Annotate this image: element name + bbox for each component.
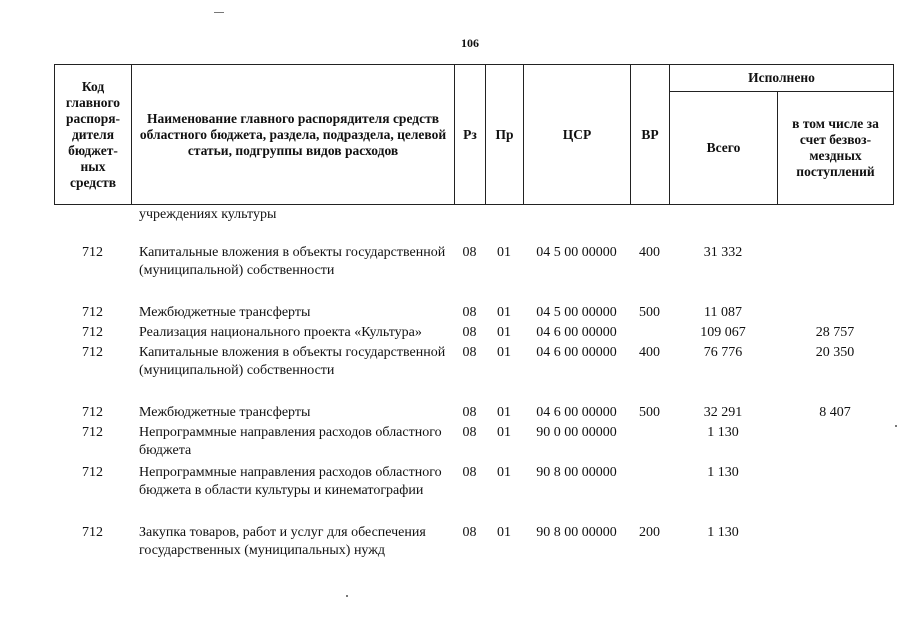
row-incl: [777, 303, 893, 323]
row-total: [669, 205, 777, 225]
row-total: 32 291: [703, 405, 743, 420]
row-total: 76 776: [703, 345, 743, 360]
row-vr: 200: [639, 525, 660, 540]
row-pr: 01: [497, 525, 511, 540]
header-vr: ВР: [631, 65, 670, 205]
row-incl: [777, 523, 893, 577]
table-row: [54, 403, 893, 423]
page-number: 106: [461, 36, 479, 50]
row-csr: 04 6 00 00000: [536, 325, 617, 340]
header-rz: Рз: [455, 65, 486, 205]
row-pr: [485, 205, 523, 225]
row-rz: 08: [462, 425, 477, 440]
row-csr: 04 5 00 00000: [536, 245, 617, 260]
row-total: 1 130: [707, 525, 739, 540]
row-total: 31 332: [703, 245, 743, 260]
row-total: 1 130: [707, 425, 739, 440]
row-name: Межбюджетные трансферты: [139, 305, 311, 320]
header-total: Всего: [670, 92, 778, 205]
row-csr: 04 5 00 00000: [536, 305, 617, 320]
row-spacer: [54, 225, 893, 243]
row-vr: [630, 463, 669, 517]
row-csr: 90 8 00 00000: [536, 525, 617, 540]
row-vr: 400: [639, 245, 660, 260]
row-total: 1 130: [707, 465, 739, 480]
table-row: [54, 523, 893, 577]
row-csr: 04 6 00 00000: [536, 405, 617, 420]
row-incl: [777, 243, 893, 297]
row-rz: [454, 205, 485, 225]
table-row: [54, 343, 893, 397]
row-pr: 01: [497, 245, 511, 260]
row-incl: 20 350: [815, 345, 855, 360]
row-csr: 90 0 00 00000: [536, 425, 617, 440]
table-row: [54, 205, 893, 225]
row-pr: 01: [497, 325, 511, 340]
row-code: [54, 205, 131, 225]
table-row: [54, 243, 893, 297]
scan-mark: [346, 595, 348, 597]
row-pr: 01: [497, 305, 511, 320]
row-name: учреждениях культуры: [139, 207, 277, 222]
row-name: Реализация национального проекта «Культура»: [139, 325, 422, 340]
row-rz: 08: [462, 245, 477, 260]
row-incl: [777, 205, 893, 225]
row-code: 712: [82, 525, 103, 540]
table-row: [54, 423, 893, 461]
row-vr: 500: [639, 305, 660, 320]
scan-mark: [214, 12, 224, 13]
row-rz: 08: [462, 305, 477, 320]
row-code: 712: [82, 425, 103, 440]
row-rz: 08: [462, 325, 477, 340]
row-csr: [523, 205, 630, 225]
table-row: [54, 323, 893, 343]
row-total: 109 067: [700, 325, 746, 340]
row-code: 712: [82, 465, 103, 480]
row-name: Капитальные вложения в объекты государственной (муниципальной) собственности: [139, 245, 446, 278]
row-pr: 01: [497, 345, 511, 360]
row-vr: [630, 205, 669, 225]
row-vr: [630, 323, 669, 343]
header-incl: в том числе за счет безвоз-мездных поступлений: [778, 92, 894, 205]
row-rz: 08: [462, 525, 477, 540]
row-name: Закупка товаров, работ и услуг для обеспечения государственных (муниципальных) нужд: [139, 525, 426, 558]
row-csr: 90 8 00 00000: [536, 465, 617, 480]
header-executed: Исполнено: [670, 65, 894, 92]
header-pr: Пр: [486, 65, 524, 205]
row-code: 712: [82, 305, 103, 320]
scan-mark: [895, 425, 897, 427]
row-name: Непрограммные направления расходов областного бюджета: [139, 425, 442, 458]
row-code: 712: [82, 405, 103, 420]
table-header: [54, 64, 894, 205]
row-vr: 400: [639, 345, 660, 360]
row-csr: 04 6 00 00000: [536, 345, 617, 360]
row-incl: [777, 463, 893, 517]
row-pr: 01: [497, 425, 511, 440]
row-name: Межбюджетные трансферты: [139, 405, 311, 420]
row-name: Непрограммные направления расходов областного бюджета в области культуры и кинематографии: [139, 465, 442, 498]
table-row: [54, 303, 893, 323]
row-total: 11 087: [704, 305, 742, 320]
row-pr: 01: [497, 405, 511, 420]
budget-table: [54, 205, 893, 577]
row-incl: 28 757: [815, 325, 855, 340]
row-incl: [777, 423, 893, 461]
row-rz: 08: [462, 345, 477, 360]
header-code: Код главного распоря-дителя бюджет-ных средств: [55, 65, 132, 205]
row-pr: 01: [497, 465, 511, 480]
row-code: 712: [82, 245, 103, 260]
row-name: Капитальные вложения в объекты государственной (муниципальной) собственности: [139, 345, 446, 378]
row-vr: 500: [639, 405, 660, 420]
header-csr: ЦСР: [524, 65, 631, 205]
table-row: [54, 463, 893, 517]
header-name: Наименование главного распорядителя средств областного бюджета, раздела, подраздела, целевой статьи, подгруппы видов расходов: [132, 65, 455, 205]
row-code: 712: [82, 345, 103, 360]
row-code: 712: [82, 325, 103, 340]
row-incl: 8 407: [819, 405, 851, 420]
row-rz: 08: [462, 405, 477, 420]
row-vr: [630, 423, 669, 461]
row-rz: 08: [462, 465, 477, 480]
